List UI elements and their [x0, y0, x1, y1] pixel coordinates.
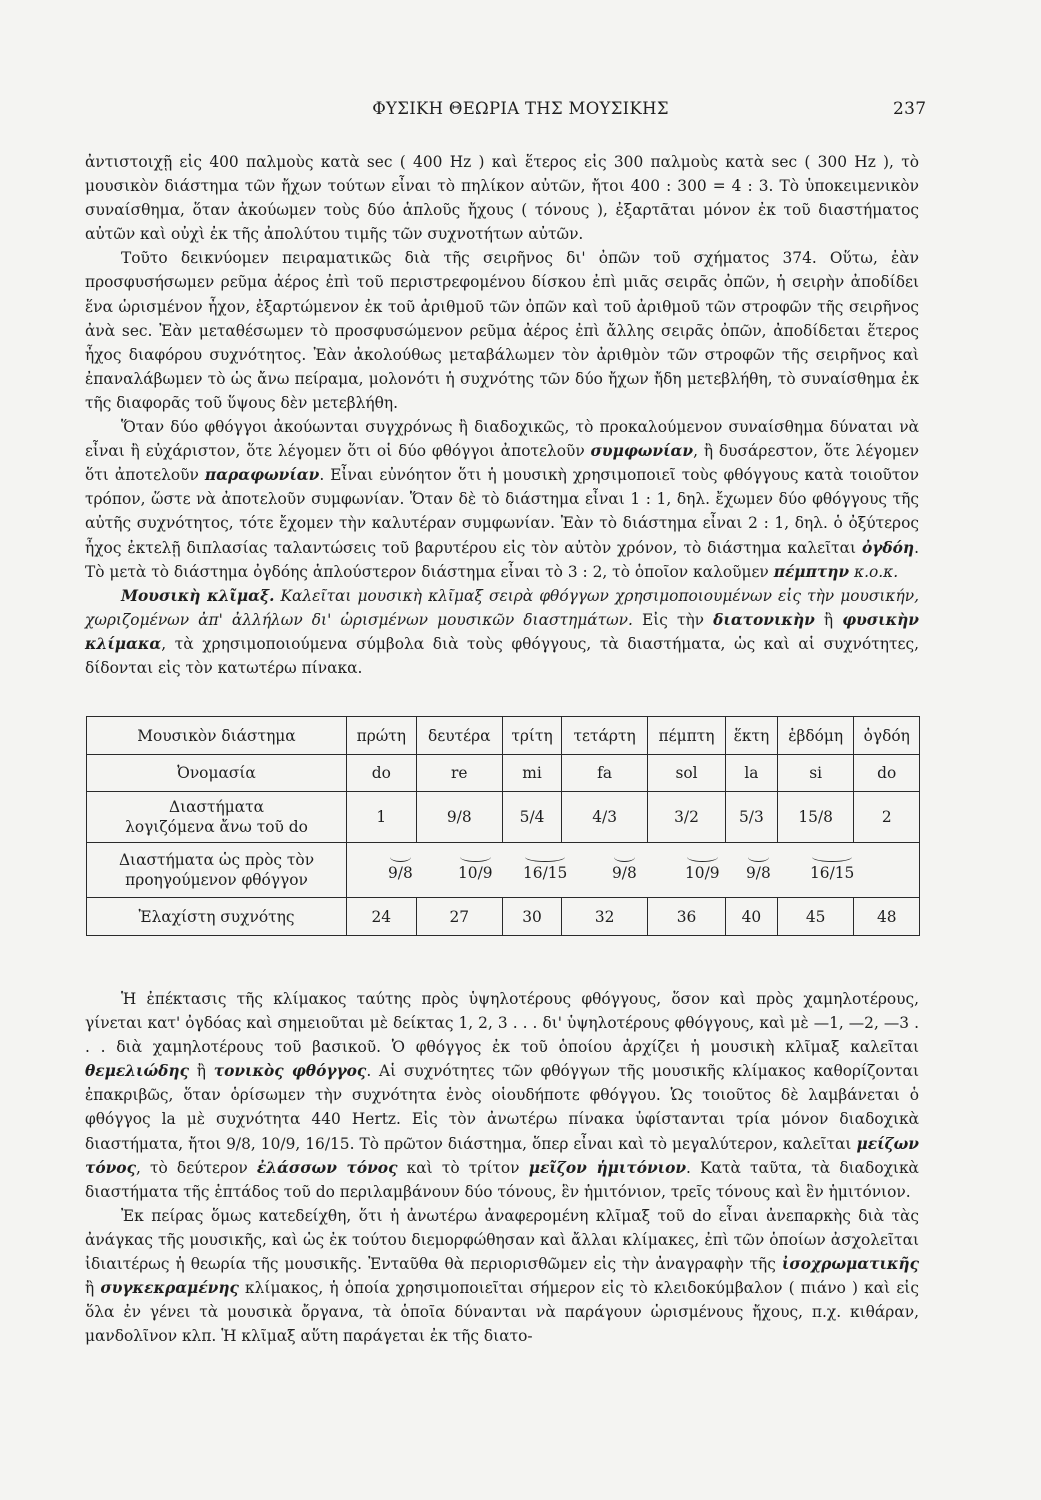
paragraph-5: Ἡ ἐπέκτασις τῆς κλίμακος ταύτης πρὸς ὑψηλοτέρους φθόγγους, ὅσον καὶ πρὸς χαμηλοτέρους, γίνεται κατ' ὀγδόας καὶ σημειοῦται μὲ δείκτας 1, 2, 3 . . . δι' ὑψηλοτέρους φθόγγους, καὶ μὲ —1, —2, —3 . . . διὰ χαμηλοτέρους τοῦ βασικοῦ. Ὁ φθόγγος ἐκ τοῦ ὁποίου ἀρχίζει ἡ μουσικὴ κλῖμαξ καλεῖται θεμελιώδης ἢ τονικὸς φθόγγος. Αἱ συχνότητες τῶν φθόγγων τῆς μουσικῆς κλίμακος καθορίζονται ἐπακριβῶς, ὅταν ὁρίσωμεν τὴν συχνότητα ἑνὸς οἱουδήποτε φθόγγου. Ὡς τοιοῦτος δὲ λαμβάνεται ὁ φθόγγος la μὲ συχνότητα 440 Hertz. Εἰς τὸν ἀνωτέρω πίνακα ὑφίστανται τρία μόνον διαδοχικὰ διαστήματα, ἤτοι 9/8, 10/9, 16/15. Τὸ πρῶτον διάστημα, ὅπερ εἶναι καὶ τὸ μεγαλύτερον, καλεῖται μείζων τόνος, τὸ δεύτερον ἐλάσσων τόνος καὶ τὸ τρίτον μεῖζον ἡμιτόνιον. Κατὰ ταῦτα, τὰ διαδοχικὰ διαστήματα τῆς ἑπτάδος τοῦ do περιλαμβάνουν δύο τόνους, ἓν ἡμιτόνιον, τρεῖς τόνους καὶ ἓν ἡμιτόνιον.	[85, 990, 919, 1201]
table-row-frequencies	[87, 898, 920, 936]
step-value: 9/8	[746, 852, 771, 882]
note-name-cell: mi	[502, 755, 561, 792]
definition-klimax: Καλεῖται μουσικὴ κλῖμαξ σειρὰ φθόγγων χρησιμοποιουμένων εἰς τὴν μουσικήν, χωριζομένων ἀπ' ἀλλήλων δι' ὡρισμένων μουσικῶν διαστημάτων.	[85, 586, 919, 629]
ratio-cell: 4/3	[562, 792, 648, 843]
page-number: 237	[893, 99, 927, 119]
term-elasson-tonos: ἐλάσσων τόνος	[256, 1158, 398, 1177]
table-row-ratios	[87, 792, 920, 843]
term-synkekramenis: συγκεκραμένης	[100, 1279, 239, 1298]
ratio-cell: 3/2	[648, 792, 726, 843]
term-paraphonia: παραφωνίαν	[204, 466, 320, 485]
step-value: 9/8	[612, 852, 637, 882]
step-value: 16/15	[810, 852, 854, 882]
term-symphonia: συμφωνίαν	[590, 442, 694, 461]
note-name-cell: re	[416, 755, 502, 792]
frequency-cell: 24	[347, 898, 417, 936]
paragraph-6: Ἐκ πείρας ὅμως κατεδείχθη, ὅτι ἡ ἀνωτέρω ἀναφερομένη κλῖμαξ τοῦ do εἶναι ἀνεπαρκὴς διὰ τὰς ἀνάγκας τῆς μουσικῆς, καὶ ὡς ἐκ τούτου διεμορφώθησαν καὶ ἄλλαι κλίμακες, ἐπὶ τῶν ὁποίων ἀσχολεῖται ἰδιαιτέρως ἡ θεωρία τῆς μουσικῆς. Ἐνταῦθα θὰ περιορισθῶμεν εἰς τὴν ἀναγραφὴν τῆς ἰσοχρωματικῆς ἢ συγκεκραμένης κλίμακος, ἡ ὁποία χρησιμοποιεῖται σήμερον εἰς τὸ κλειδοκύμβαλον ( πιάνο ) καὶ εἰς ὅλα ἐν γένει τὰ μουσικὰ ὄργανα, τὰ ὁποῖα δύνανται νὰ παράγουν ὡρισμένους ἤχους, π.χ. κιθάραν, μανδολῖνον κλπ. Ἡ κλῖμαξ αὕτη παράγεται ἐκ τῆς διατο-	[85, 1206, 919, 1346]
note-name-cell: si	[777, 755, 854, 792]
term-fysiki: φυσικὴν κλίμακα	[85, 610, 919, 653]
table-header-cell: Μουσικὸν διάστημα	[87, 717, 347, 755]
term-ogdoi: ὀγδόη	[861, 538, 915, 557]
text-block-top	[85, 150, 919, 680]
note-name-cell: do	[347, 755, 417, 792]
interval-cell: πέμπτη	[648, 717, 726, 755]
table-row-names	[87, 755, 920, 792]
interval-cell: δευτέρα	[416, 717, 502, 755]
note-name-cell: do	[854, 755, 920, 792]
table-row-steps	[87, 843, 920, 898]
frequency-cell: 32	[562, 898, 648, 936]
note-name-cell: fa	[562, 755, 648, 792]
step-value: 10/9	[458, 852, 493, 882]
term-themeliodis: θεμελιώδης	[85, 1062, 189, 1081]
interval-cell: ὀγδόη	[854, 717, 920, 755]
frequency-cell: 36	[648, 898, 726, 936]
term-isochromatikis: ἰσοχρωματικῆς	[781, 1255, 919, 1274]
ratio-cell: 1	[347, 792, 417, 843]
step-value: 9/8	[388, 852, 413, 882]
note-name-cell: sol	[648, 755, 726, 792]
row-label: Ὀνομασία	[87, 755, 347, 792]
heading-klimax: Μουσικὴ κλῖμαξ.	[121, 586, 275, 605]
table-row-intervals	[87, 717, 920, 755]
running-header	[0, 97, 1041, 123]
frequency-cell: 48	[854, 898, 920, 936]
ratio-cell: 15/8	[777, 792, 854, 843]
frequency-cell: 45	[777, 898, 854, 936]
step-value: 10/9	[685, 852, 720, 882]
paragraph-4: Μουσικὴ κλῖμαξ. Καλεῖται μουσικὴ κλῖμαξ σειρὰ φθόγγων χρησιμοποιουμένων εἰς τὴν μουσικήν, χωριζομένων ἀπ' ἀλλήλων δι' ὡρισμένων μουσικῶν διαστημάτων. Εἰς τὴν διατονικὴν ἢ φυσικὴν κλίμακα, τὰ χρησιμοποιούμενα σύμβολα διὰ τοὺς φθόγγους, τὰ διαστήματα, ὡς καὶ αἱ συχνότητες, δίδονται εἰς τὸν κατωτέρω πίνακα.	[85, 586, 919, 677]
row-label: Διαστήματα λογιζόμενα ἄνω τοῦ do	[87, 792, 347, 843]
term-tonikos: τονικὸς φθόγγος	[213, 1062, 367, 1081]
interval-cell: πρώτη	[347, 717, 417, 755]
row-label: Ἐλαχίστη συχνότης	[87, 898, 347, 936]
term-diatoniki: διατονικὴν	[713, 610, 815, 629]
step-value: 16/15	[523, 852, 567, 882]
term-meizon-tonos: μείζων τόνος	[85, 1134, 919, 1177]
ratio-cell: 9/8	[416, 792, 502, 843]
ratio-cell: 5/3	[725, 792, 777, 843]
steps-cell	[347, 843, 920, 898]
paragraph-2: Τοῦτο δεικνύομεν πειραματικῶς διὰ τῆς σειρῆνος δι' ὀπῶν τοῦ σχήματος 374. Οὕτω, ἐὰν προσφυσήσωμεν ρεῦμα ἀέρος ἐπὶ τοῦ περιστρεφομένου δίσκου ἐπὶ μιᾶς σειρᾶς ὀπῶν, ἡ σειρὴν ἀποδίδει ἕνα ὡρισμένον ἦχον, ἐξαρτώμενον ἐκ τοῦ ἀριθμοῦ τῶν ὀπῶν καὶ τοῦ ἀριθμοῦ τῶν στροφῶν τῆς σειρῆνος ἀνὰ sec. Ἐὰν μεταθέσωμεν τὸ προσφυσώμενον ρεῦμα ἀέρος ἐπὶ ἄλλης σειρᾶς ὀπῶν, ἀποδίδεται ἕτερος ἦχος διαφόρου συχνότητος. Ἐὰν ἀκολούθως μεταβάλωμεν τὸν ἀριθμὸν τῶν στροφῶν τῆς σειρῆνος καὶ ἐπαναλάβωμεν τὸ ὡς ἄνω πείραμα, μολονότι ἡ συχνότης τῶν δύο ἤχων ἤδη μετεβλήθη, τὸ συναίσθημα ἐκ τῆς διαφορᾶς τοῦ ὕψους δὲν μετεβλήθη.	[85, 249, 919, 412]
frequency-cell: 30	[502, 898, 561, 936]
interval-cell: ἑβδόμη	[777, 717, 854, 755]
term-meizon-imitonion: μεῖζον ἡμιτόνιον	[528, 1158, 687, 1177]
frequency-cell: 27	[416, 898, 502, 936]
interval-cell: τετάρτη	[562, 717, 648, 755]
note-name-cell: la	[725, 755, 777, 792]
ratio-cell: 5/4	[502, 792, 561, 843]
paragraph-3: Ὅταν δύο φθόγγοι ἀκούωνται συγχρόνως ἢ διαδοχικῶς, τὸ προκαλούμενον συναίσθημα δύναται νὰ εἶναι ἢ εὐχάριστον, ὅτε λέγομεν ὅτι οἱ δύο φθόγγοι ἀποτελοῦν συμφωνίαν, ἢ δυσάρεστον, ὅτε λέγομεν ὅτι ἀποτελοῦν παραφωνίαν. Εἶναι εὐνόητον ὅτι ἡ μουσικὴ χρησιμοποιεῖ τοὺς φθόγγους κατὰ τοιοῦτον τρόπον, ὥστε νὰ ἀποτελοῦν συμφωνίαν. Ὅταν δὲ τὸ διάστημα εἶναι 1 : 1, δηλ. ἔχωμεν δύο φθόγγους τῆς αὐτῆς συχνότητος, τότε ἔχομεν τὴν καλυτέραν συμφωνίαν. Ἐὰν τὸ διάστημα εἶναι 2 : 1, δηλ. ὁ ὀξύτερος ἦχος ἐκτελῇ διπλασίας ταλαντώσεις τοῦ βαρυτέρου εἰς τὸν αὐτὸν χρόνον, τὸ διάστημα καλεῖται ὀγδόη. Τὸ μετὰ τὸ διάστημα ὀγδόης ἁπλούστερον διάστημα εἶναι τὸ 3 : 2, τὸ ὁποῖον καλοῦμεν πέμπτην κ.ο.κ.	[85, 418, 920, 581]
scale-table	[86, 716, 920, 936]
paragraph-1: ἀντιστοιχῇ εἰς 400 παλμοὺς κατὰ sec ( 400 Hz ) καὶ ἕτερος εἰς 300 παλμοὺς κατὰ sec ( 300 Hz ), τὸ μουσικὸν διάστημα τῶν ἤχων τούτων εἶναι τὸ πηλίκον αὐτῶν, ἤτοι 400 : 300 = 4 : 3. Τὸ ὑποκειμενικὸν συναίσθημα, ὅταν ἀκούωμεν τοὺς δύο ἁπλοῦς ἤχους ( τόνους ), ἐξαρτᾶται μόνον ἐκ τοῦ διαστήματος αὐτῶν καὶ οὐχὶ ἐκ τῆς ἀπολύτου τιμῆς τῶν συχνοτήτων αὐτῶν.	[85, 153, 919, 244]
row-label: Διαστήματα ὡς πρὸς τὸν προηγούμενον φθόγγον	[87, 843, 347, 898]
frequency-cell: 40	[725, 898, 777, 936]
interval-cell: τρίτη	[502, 717, 561, 755]
ratio-cell: 2	[854, 792, 920, 843]
interval-cell: ἕκτη	[725, 717, 777, 755]
running-title: ΦΥΣΙΚΗ ΘΕΩΡΙΑ ΤΗΣ ΜΟΥΣΙΚΗΣ	[372, 99, 669, 118]
text-block-bottom	[85, 987, 919, 1348]
term-pempti: πέμπτην	[773, 562, 850, 581]
